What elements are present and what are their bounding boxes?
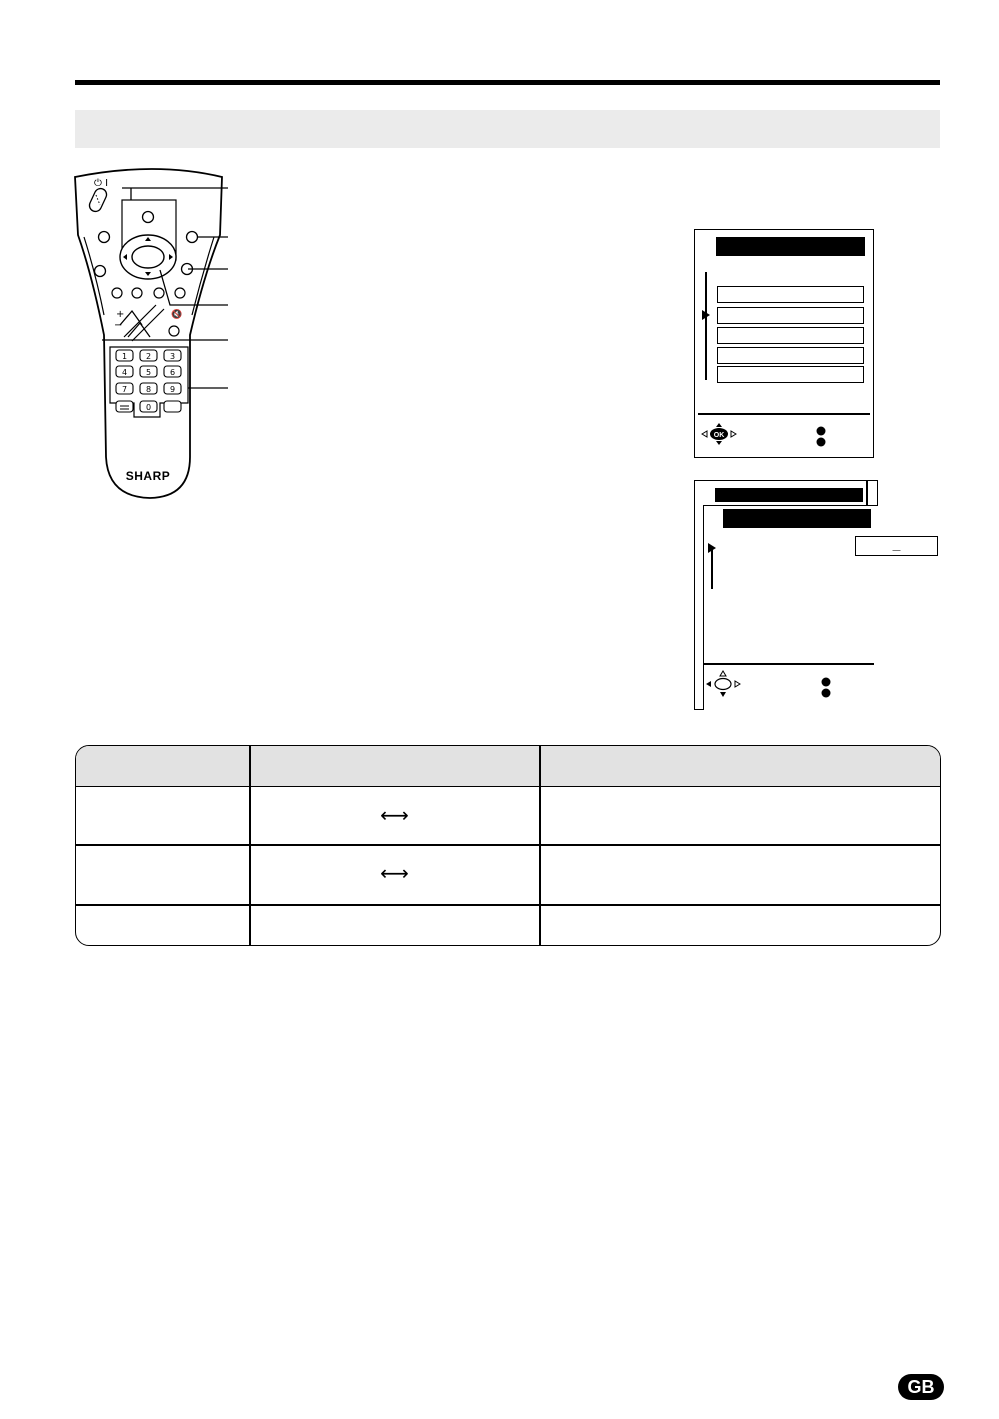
osd-menu-item[interactable] [717, 286, 864, 303]
ok-navigation-icon [699, 421, 739, 447]
power-label: ⏻ I [94, 178, 109, 189]
language-badge: GB [898, 1374, 944, 1400]
osd-menu-item[interactable] [717, 327, 864, 344]
osd-scroll-line [705, 272, 707, 380]
number-key-label: 7 [121, 385, 128, 394]
table-cell-arrow: ⟷ [380, 805, 409, 827]
small-key[interactable] [175, 288, 185, 298]
osd-menu-item[interactable] [717, 366, 864, 383]
direction-pad[interactable] [120, 235, 176, 279]
left-round-button[interactable] [99, 232, 110, 243]
osd-divider [704, 663, 874, 665]
top-rule [75, 80, 940, 85]
osd-menu-item[interactable] [717, 347, 864, 364]
volume-plus-label: + [116, 309, 125, 320]
table-column-divider [539, 746, 541, 945]
selection-pointer-icon [702, 310, 710, 320]
number-key-label: 6 [169, 368, 176, 377]
number-key-label: 0 [145, 403, 152, 412]
volume-minus-label: − [114, 320, 123, 331]
blank-key[interactable] [164, 401, 181, 412]
osd-divider [698, 413, 870, 415]
number-key-label: 3 [169, 352, 176, 361]
menu-button[interactable] [143, 212, 154, 223]
number-key-label: 1 [121, 352, 128, 361]
osd-menu-item[interactable] [717, 307, 864, 324]
flashback-key[interactable] [116, 401, 133, 412]
number-entry-field[interactable] [855, 536, 938, 556]
table-row-divider [76, 844, 940, 846]
number-key-label: 8 [145, 385, 152, 394]
osd-screen-menu [694, 229, 874, 458]
number-key-label: 9 [169, 385, 176, 394]
osd-screen-entry [694, 480, 878, 710]
osd-title-bar [716, 237, 865, 256]
mute-button[interactable] [169, 326, 179, 336]
osd-back-title-bar [715, 488, 863, 502]
brand-logo: SHARP [125, 469, 171, 483]
number-key-label: 2 [145, 352, 152, 361]
table-column-divider [249, 746, 251, 945]
settings-table [75, 745, 941, 946]
table-row-divider [76, 904, 940, 906]
mute-icon: 🔇 [171, 310, 183, 320]
number-key-label: 5 [145, 368, 152, 377]
side-button-left[interactable] [95, 266, 106, 277]
number-entry-cursor: _ [892, 536, 901, 552]
svg-text:OK: OK [713, 432, 725, 439]
menu-exit-key-icons [815, 426, 827, 448]
osd-scroll-line [711, 547, 713, 589]
section-title-band [75, 110, 940, 148]
ok-button[interactable] [132, 246, 164, 268]
right-round-button[interactable] [187, 232, 198, 243]
osd-title-bar [723, 509, 871, 528]
side-button-right[interactable] [182, 264, 193, 275]
osd-back-panel-edge [866, 481, 868, 505]
table-cell-arrow: ⟷ [380, 863, 409, 885]
menu-exit-key-icons [820, 677, 832, 699]
small-key[interactable] [154, 288, 164, 298]
navigation-icon [703, 669, 743, 699]
number-key-label: 4 [121, 368, 128, 377]
small-key[interactable] [112, 288, 122, 298]
remote-control-illustration [70, 165, 240, 510]
table-header-row [76, 746, 940, 787]
small-key[interactable] [132, 288, 142, 298]
